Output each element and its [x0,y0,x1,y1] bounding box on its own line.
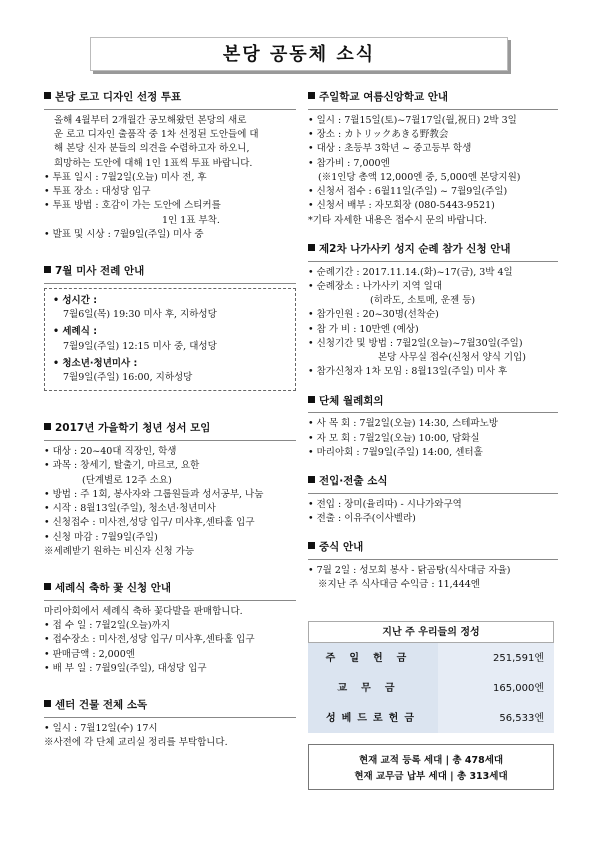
offering-value: 56,533엔 [438,703,554,733]
list-item: • 대상 : 초등부 3학년 ~ 중고등부 학생 [308,143,472,155]
section-pilgrimage [308,242,558,380]
list-item: • 신청서 배부 : 자모회장 (080-5443-9521) [308,200,495,212]
list-item-sub: 본당 사무실 접수(신청서 양식 기입) [378,352,526,363]
list-item: • 자 모 회 : 7월2일(오늘) 10:00, 담화실 [308,432,480,444]
mass-label: • 세례식 : [53,326,98,338]
text-line: 희망하는 도안에 대해 1인 1표씩 투표 바랍니다. [54,157,253,169]
list-item: • 신청기간 및 방법 : 7월2일(오늘)~7월30일(주일) [308,337,523,349]
census-line: 현재 교무금 납부 세대 | 총 313세대 [354,771,508,782]
section-title: 주일학교 여름신앙학교 안내 [308,90,558,110]
section-title: 단체 월례회의 [308,394,558,414]
section-title: 세례식 축하 꽃 신청 안내 [44,581,296,601]
list-item: • 신청 마감 : 7월9일(주일) [44,531,158,543]
list-item: • 참 가 비 : 10만엔 (예상) [308,323,419,335]
list-item: • 참가인원 : 20~30명(선착순) [308,309,439,321]
list-item-sub: (히라도, 소토메, 운젠 등) [370,295,476,306]
mass-label: • 청소년·청년미사 : [53,357,138,369]
list-item: • 전출 : 이유주(이사벨라) [308,513,416,524]
text-line: 올해 4월부터 2개월간 공모해왔던 본당의 새로 [54,114,247,126]
section-logo-vote [44,90,296,242]
square-bullet-icon [44,92,51,99]
square-bullet-icon [308,542,315,549]
list-item: • 발표 및 시상 : 7월9일(주일) 미사 중 [44,228,204,240]
text-line: 마리아회에서 세례식 축하 꽃다발을 판매합니다. [44,605,243,617]
offering-label: 성베드로헌금 [326,712,420,724]
section-transfer [308,474,558,526]
mass-label: • 성시간 : [53,294,98,306]
list-item: • 투표 장소 : 대성당 입구 [44,186,151,197]
note: ※사전에 각 단체 교리실 정리를 부탁합니다. [44,737,228,748]
list-item: • 대상 : 20~40대 직장인, 학생 [44,446,177,457]
section-title: 센터 건물 전체 소독 [44,698,296,718]
list-item: • 전입 : 장미(율리따) - 시나가와구역 [308,498,462,510]
mass-detail: 7월9일(주일) 12:15 미사 중, 대성당 [63,340,217,352]
list-item: • 과목 : 창세기, 탈출기, 마르코, 요한 [44,460,200,472]
page-title-box [90,37,508,71]
offering-label: 교무금 [337,682,409,694]
square-bullet-icon [44,583,51,590]
text-line: 해 본당 신자 분들의 의견을 수렴하고자 하오니, [54,143,250,155]
list-item: • 순례장소 : 나가사키 지역 일대 [308,280,443,292]
list-item: • 접 수 일 : 7월2일(오늘)까지 [44,620,170,631]
offering-table-title: 지난 주 우리들의 정성 [308,621,554,643]
list-item: • 마리아회 : 7월9일(주일) 14:00, 센터홀 [308,446,483,458]
section-title: 중식 안내 [308,540,558,560]
square-bullet-icon [308,92,315,99]
square-bullet-icon [308,244,315,251]
list-item-continued: 1인 1표 부착. [162,214,220,226]
list-item: • 신청접수 : 미사전,성당 입구/ 미사후,센타홀 입구 [44,517,255,529]
section-lunch [308,540,558,592]
mass-schedule-box [44,288,296,392]
list-item: • 일시 : 7월15일(토)~7월17일(월,祝日) 2박 3일 [308,114,517,126]
list-item: • 투표 방법 : 호감이 가는 도안에 스티커를 [44,200,221,212]
list-item: • 신청서 접수 : 6월11일(주일) ~ 7월9일(주일) [308,186,508,197]
list-item: • 배 부 일 : 7월9일(주일), 대성당 입구 [44,662,207,674]
section-title: 전입·전출 소식 [308,474,558,494]
section-title: 본당 로고 디자인 선정 투표 [44,90,296,110]
list-item: • 접수장소 : 미사전,성당 입구/ 미사후,센타홀 입구 [44,634,255,646]
offering-table [308,643,554,733]
list-item: • 시작 : 8월13일(주일), 청소년·청년미사 [44,503,216,514]
square-bullet-icon [308,476,315,483]
list-item: • 사 목 회 : 7월2일(오늘) 14:30, 스테파노방 [308,418,498,430]
section-mass-schedule [44,264,296,391]
offering-value: 165,000엔 [438,673,554,703]
list-item: • 참가신청자 1차 모임 : 8월13일(주일) 미사 후 [308,366,508,378]
left-column [44,90,296,750]
list-item: • 7월 2일 : 성모회 봉사 - 닭곰탕(식사대금 자율) [308,565,511,576]
square-bullet-icon [308,396,315,403]
table-row [308,673,554,703]
list-item: • 참가비 : 7,000엔 [308,157,390,169]
page-title: 본당 공동체 소식 [222,44,376,65]
section-title: 7월 미사 전례 안내 [44,264,296,284]
section-meetings [308,394,558,461]
section-cleaning [44,698,296,750]
list-item-sub: (단계별로 12주 소요) [82,474,172,486]
offering-value: 251,591엔 [438,643,554,673]
square-bullet-icon [44,700,51,707]
list-item: • 투표 일시 : 7월2일(오늘) 미사 전, 후 [44,171,207,183]
square-bullet-icon [44,266,51,273]
note: ※지난 주 식사대금 수익금 : 11,444엔 [318,579,480,591]
mass-detail: 7월9일(주일) 16:00, 지하성당 [63,372,193,383]
section-flowers [44,581,296,676]
section-title: 2017년 가을학기 청년 성서 모임 [44,421,296,441]
text-line: 운 로고 디자인 출품작 중 1차 선정된 도안들에 대 [54,129,259,140]
right-column [308,90,558,593]
household-census-box [308,744,554,790]
section-title: 제2차 나가사키 성지 순례 참가 신청 안내 [308,242,558,262]
section-bible-study [44,421,296,559]
section-summer-school [308,90,558,228]
list-item: • 순례기간 : 2017.11.14.(화)~17(금), 3박 4일 [308,266,513,278]
list-item: • 판매금액 : 2,000엔 [44,648,135,660]
list-item-sub: (※1인당 총액 12,000엔 중, 5,000엔 본당지원) [318,171,521,183]
square-bullet-icon [44,423,51,430]
table-row [308,643,554,673]
list-item: • 일시 : 7월12일(수) 17시 [44,722,158,734]
census-line: 현재 교적 등록 세대 | 총 478세대 [358,755,504,766]
offering-label: 주일헌금 [325,652,421,664]
note: ※세례받기 원하는 비신자 신청 가능 [44,545,195,557]
table-row [308,703,554,733]
note: *기타 자세한 내용은 접수시 문의 바랍니다. [308,214,487,226]
list-item: • 장소 : カトリックあきる野教会 [308,129,449,140]
list-item: • 방법 : 주 1회, 봉사자와 그룹원들과 성서공부, 나눔 [44,488,264,500]
mass-detail: 7월6일(목) 19:30 미사 후, 지하성당 [63,309,217,320]
